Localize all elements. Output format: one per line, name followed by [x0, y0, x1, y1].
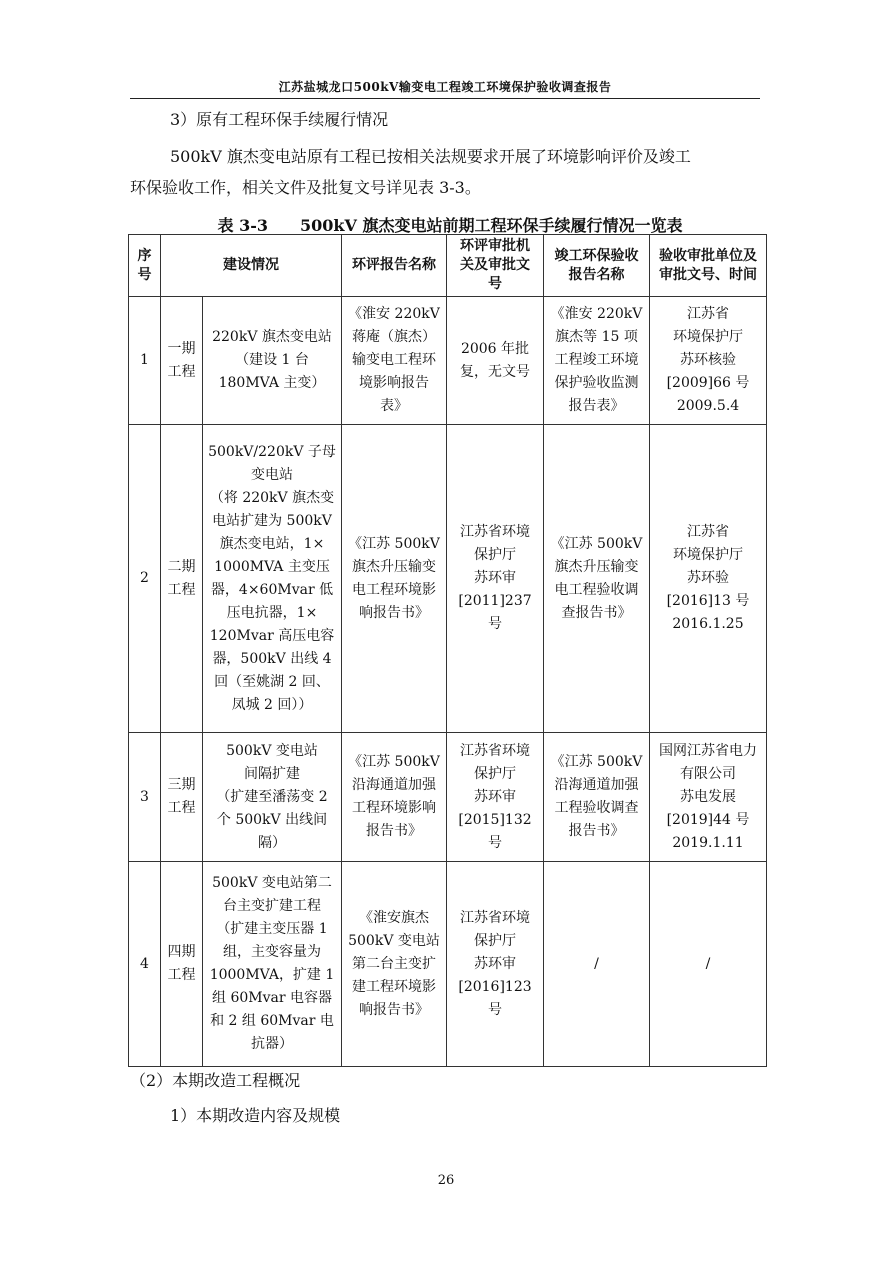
cell-acceptance-report: / [544, 862, 650, 1067]
cell-phase: 三期 工程 [161, 733, 203, 862]
table-title: 表 3-3 500kV 旗杰变电站前期工程环保手续履行情况一览表 [217, 216, 683, 235]
header-acceptance-approval: 验收审批单位及 审批文号、时间 [650, 235, 767, 297]
cell-seq: 2 [129, 425, 161, 733]
table-header-row [129, 235, 767, 297]
table-row [129, 733, 767, 862]
body-line-1: 500kV 旗杰变电站原有工程已按相关法规要求开展了环境影响评价及竣工 [170, 147, 691, 166]
cell-eia-approval: 2006 年批 复，无文号 [447, 297, 544, 425]
header-acceptance: 竣工环保验收 报告名称 [544, 235, 650, 297]
cell-eia-report: 《淮安 220kV 蒋庵（旗杰） 输变电工程环 境影响报告 表》 [342, 297, 447, 425]
cell-eia-approval: 江苏省环境 保护厅 苏环审 [2011]237 号 [447, 425, 544, 733]
subheading-3: 3）原有工程环保手续履行情况 [170, 110, 389, 129]
table-row [129, 862, 767, 1067]
cell-acceptance-approval: 江苏省 环境保护厅 苏环核验 [2009]66 号 2009.5.4 [650, 297, 767, 425]
cell-eia-report: 《江苏 500kV 旗杰升压输变 电工程环境影 响报告书》 [342, 425, 447, 733]
header-rule [130, 98, 760, 99]
cell-seq: 1 [129, 297, 161, 425]
cell-seq: 3 [129, 733, 161, 862]
cell-eia-report: 《江苏 500kV 沿海通道加强 工程环境影响 报告书》 [342, 733, 447, 862]
cell-acceptance-report: 《淮安 220kV 旗杰等 15 项 工程竣工环境 保护验收监测 报告表》 [544, 297, 650, 425]
cell-acceptance-approval: / [650, 862, 767, 1067]
body-line-2: 环保验收工作，相关文件及批复文号详见表 3-3。 [130, 178, 481, 197]
page-number: 26 [437, 1173, 455, 1188]
subheading-1: 1）本期改造内容及规模 [170, 1106, 341, 1125]
table-row [129, 425, 767, 733]
cell-acceptance-approval: 国网江苏省电力 有限公司 苏电发展 [2019]44 号 2019.1.11 [650, 733, 767, 862]
cell-eia-report: 《淮安旗杰 500kV 变电站 第二台主变扩 建工程环境影 响报告书》 [342, 862, 447, 1067]
header-seq: 序 号 [129, 235, 161, 297]
cell-phase: 四期 工程 [161, 862, 203, 1067]
section-2-heading: （2）本期改造工程概况 [130, 1071, 301, 1090]
cell-phase: 二期 工程 [161, 425, 203, 733]
cell-acceptance-approval: 江苏省 环境保护厅 苏环验 [2016]13 号 2016.1.25 [650, 425, 767, 733]
header-eia: 环评报告名称 [342, 235, 447, 297]
cell-eia-approval: 江苏省环境 保护厅 苏环审 [2015]132 号 [447, 733, 544, 862]
table-row [129, 297, 767, 425]
cell-acceptance-report: 《江苏 500kV 沿海通道加强 工程验收调查 报告书》 [544, 733, 650, 862]
cell-seq: 4 [129, 862, 161, 1067]
header-eia-approval: 环评审批机 关及审批文 号 [447, 235, 544, 297]
cell-content: 220kV 旗杰变电站 （建设 1 台 180MVA 主变） [203, 297, 342, 425]
cell-acceptance-report: 《江苏 500kV 旗杰升压输变 电工程验收调 查报告书》 [544, 425, 650, 733]
cell-content: 500kV/220kV 子母 变电站 （将 220kV 旗杰变 电站扩建为 500kV 旗杰变电站，1× 1000MVA 主变压 器，4×60Mvar 低 压电抗器，1× 120Mvar 高压电容 器，500kV 出线 4 回（至姚湖 2 回、 凤城 2 回）） [203, 425, 342, 733]
cell-content: 500kV 变电站第二 台主变扩建工程 （扩建主变压器 1 组，主变容量为 1000MVA，扩建 1 组 60Mvar 电容器 和 2 组 60Mvar 电 抗器） [203, 862, 342, 1067]
cell-content: 500kV 变电站 间隔扩建 （扩建至潘荡变 2 个 500kV 出线间 隔） [203, 733, 342, 862]
approval-table [128, 234, 767, 1067]
header-build: 建设情况 [161, 235, 342, 297]
cell-phase: 一期 工程 [161, 297, 203, 425]
cell-eia-approval: 江苏省环境 保护厅 苏环审 [2016]123 号 [447, 862, 544, 1067]
running-header: 江苏盐城龙口500kV输变电工程竣工环境保护验收调查报告 [278, 80, 612, 94]
